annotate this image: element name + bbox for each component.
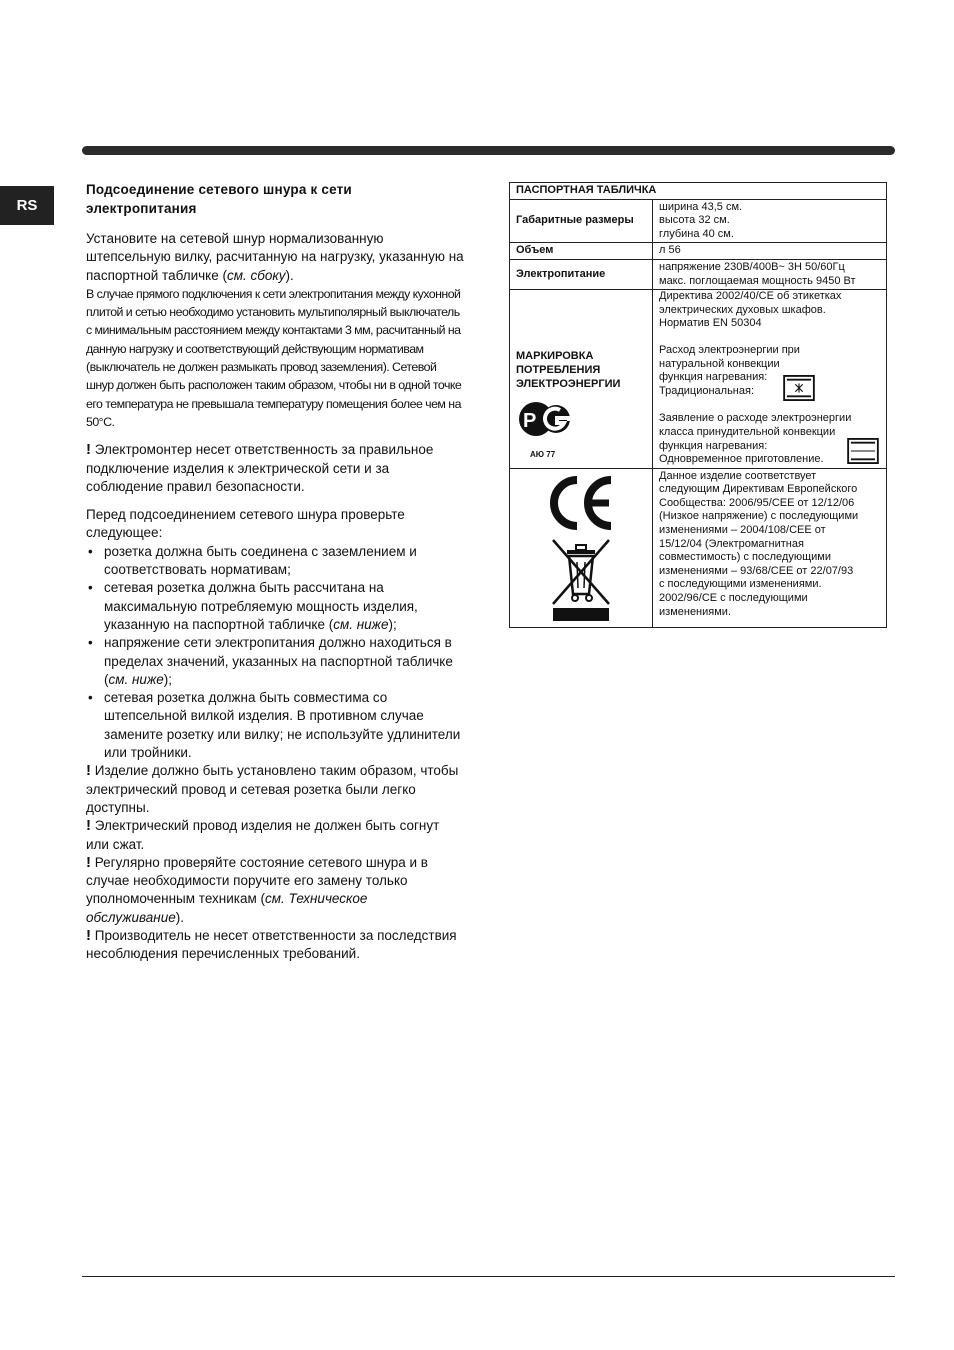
section-title: Подсоединение сетевого шнура к сети электропитания (86, 182, 352, 216)
table-row (510, 243, 887, 260)
electrician-warning (86, 441, 466, 496)
gost-code: АЮ 77 (530, 449, 556, 459)
language-tab: RS (0, 186, 54, 225)
table-row (510, 290, 887, 469)
volume-value: л 56 (653, 243, 887, 260)
energy-label-cell (510, 290, 653, 469)
cable-warning: ! Электрический провод изделия не должен быть согнут или сжат. (86, 817, 440, 852)
data-plate-table (509, 182, 887, 628)
warning-icon: ! (86, 817, 91, 835)
inspection-warning: ! Регулярно проверяйте состояние сетевого шнура и в случае необходимости поручите его замену только уполномоченным техникам (см. Техническое обслуживание). (86, 853, 428, 925)
intro-paragraph (86, 230, 466, 431)
svg-text:Р: Р (523, 410, 537, 433)
direct-connection-text: В случае прямого подключения к сети электропитания между кухонной плитой и сетью необходимо установить мультиполярный выключатель с минимальным расстоянием между контактами 3 мм, расчитанный на данную нагрузку и соответствующий действующим нормативам (выключатель не должен размыкать провод заземления). Сетевой шнур должен быть расположен таким образом, чтобы ни в одной точке его температура не превышала температуру помещения более чем на 50°C. (86, 286, 462, 429)
natural-convection-block: Расход электроэнергии при натуральной конвекции функция нагревания: Традициональная: (659, 344, 880, 398)
dimensions-value: ширина 43,5 см. высота 32 см. глубина 40 см. (653, 199, 887, 243)
intro-text: Установите на сетевой шнур нормализованную штепсельную вилку, расчитанную на нагрузку, указанную на паспортной табличке ( (86, 231, 464, 283)
intro-text-end: ). (285, 267, 294, 283)
liability-warning: ! Производитель не несет ответственности за последствия несоблюдения перечисленных требований. (86, 926, 457, 962)
list-item: • сетевая розетка должна быть рассчитана на максимальную потребляемую мощность изделия, указанную на паспортной табличке (см. ниже); (86, 579, 466, 634)
list-item: • сетевая розетка должна быть совместима со штепсельной вилкой изделия. В противном случае замените розетку или вилку; не используйте удлинители или тройники. (86, 689, 466, 762)
check-intro: Перед подсоединением сетевого шнура проверьте следующее: (86, 507, 405, 541)
power-label: Электропитание (510, 259, 653, 289)
bottom-divider (82, 1276, 895, 1277)
access-warning: ! Изделие должно быть установлено таким образом, чтобы электрический провод и сетевая розетка были легко доступны. (86, 762, 459, 815)
table-row (510, 468, 887, 628)
oven-forced-icon (847, 438, 879, 464)
table-row (510, 199, 887, 243)
warning-icon: ! (86, 853, 91, 871)
warning-icon: ! (86, 762, 91, 780)
energy-value: Директива 2002/40/CE об этикетках электрических духовых шкафов. Норматив EN 50304 Расход электроэнергии при натуральной конвекции функция нагревания: Традициональная: Заявление о расходе электроэнергии класса принудительной конвекции функция нагревания: Одновременное приготовление. (653, 290, 887, 469)
volume-label: Объем (510, 243, 653, 260)
requirements-list (86, 543, 466, 763)
ce-compliance-text: Данное изделие соответствует следующим Директивам Европейского Сообщества: 2006/95/CEE от 12/12/06 (Низкое напряжение) с последующими изменениями – 2004/108/CEE от 15/12/04 (Электромагнитная совместимость) с последующими изменениями – 93/68/CEE от 22/07/93 с последующими изменениями. 2002/96/CE с последующими изменениями. (653, 468, 887, 628)
gost-r-icon (516, 401, 576, 441)
energy-label: МАРКИРОВКА ПОТРЕБЛЕНИЯ ЭЛЕКТРОЭНЕРГИИ (516, 350, 621, 391)
dimensions-label: Габаритные размеры (510, 199, 653, 243)
ce-mark-icon (545, 474, 617, 532)
weee-bin-icon (549, 538, 613, 622)
certification-marks-cell (510, 468, 653, 628)
electrician-warning-text: Электромонтер несет ответственность за правильное подключение изделия к электрической сети и за соблюдение правил безопасности. (86, 442, 434, 494)
connection-section (86, 180, 466, 964)
top-divider (82, 146, 895, 155)
warning-icon: ! (86, 926, 91, 944)
forced-convection-block: Заявление о расходе электроэнергии класса принудительной конвекции функция нагревания: Одновременное приготовление. (659, 412, 880, 466)
list-item: • розетка должна быть соединена с заземлением и соответствовать нормативам; (86, 543, 466, 580)
oven-traditional-icon (783, 375, 815, 401)
power-value: напряжение 230В/400В~ 3Н 50/60Гц макс. поглощаемая мощность 9450 Вт (653, 259, 887, 289)
table-row (510, 259, 887, 289)
plate-header: ПАСПОРТНАЯ ТАБЛИЧКА (510, 183, 887, 200)
list-item: • напряжение сети электропитания должно находиться в пределах значений, указанных на паспортной табличке (см. ниже); (86, 634, 466, 689)
warning-icon: ! (86, 441, 91, 459)
intro-ref: см. сбоку (226, 267, 286, 283)
